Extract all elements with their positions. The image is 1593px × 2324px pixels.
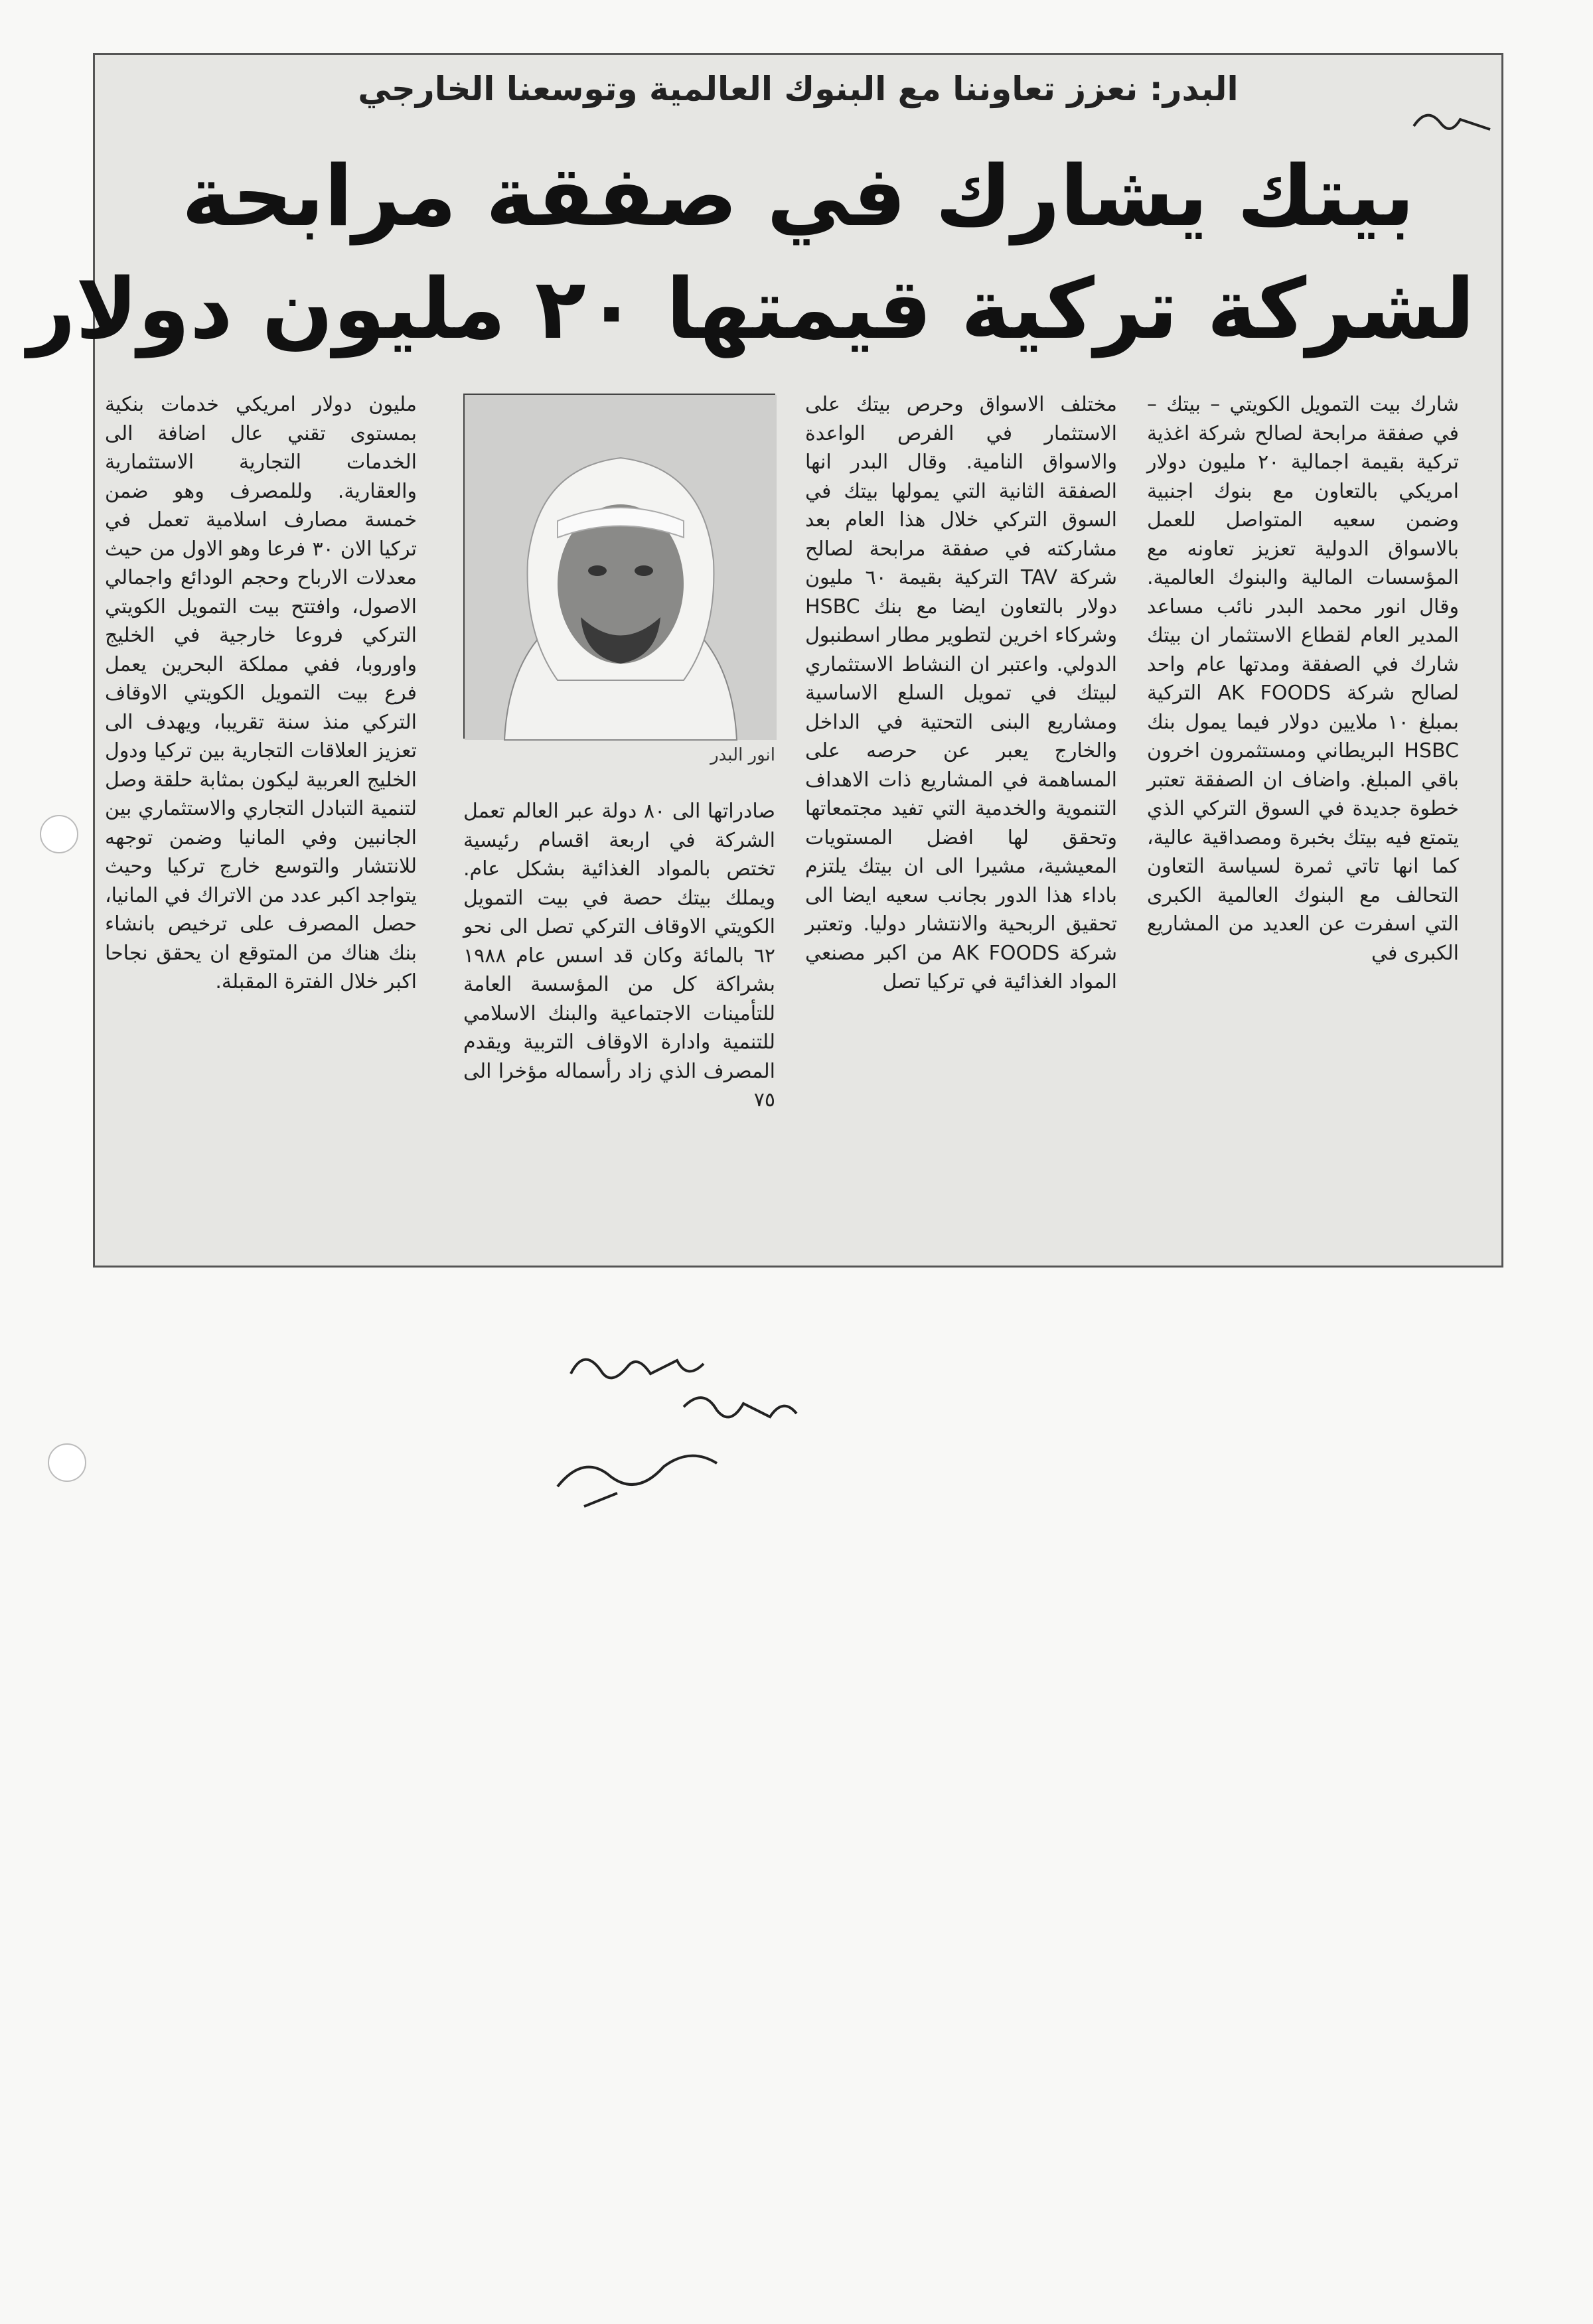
handwritten-annotation [544, 1334, 836, 1533]
punch-hole [48, 1443, 86, 1482]
portrait-photo [463, 394, 775, 739]
newspaper-clipping [27, 53, 1503, 1268]
article-column-2 [805, 390, 1117, 1253]
column-text: مختلف الاسواق وحرص بيتك على الاستثمار في الفرص الواعدة والاسواق النامية. وقال البدر انها الصفقة الثانية التي يمولها بيتك في السوق التركي خلال هذا العام بعد مشاركته في صفقة مرابحة لصالح شركة TAV التركية بقيمة ٦٠ مليون دولار بالتعاون ايضا مع بنك HSBC وشركاء اخرين لتطوير مطار اسطنبول الدولي. واعتبر ان النشاط الاستثماري لبيتك في تمويل السلع الاساسية ومشاريع البنى التحتية في الداخل والخارج يعبر عن حرصه على المساهمة في المشاريع ذات الاهداف التنموية والخدمية التي تفيد مجتمعاتها وتحقق لها افضل المستويات المعيشية، مشيرا الى ان بيتك يلتزم باداء هذا الدور بجانب سعيه ايضا الى تحقيق الربحية والانتشار دوليا. وتعتبر شركة AK FOODS من اكبر مصنعي المواد الغذائية في تركيا تصل [805, 393, 1117, 993]
column-text: مليون دولار امريكي خدمات بنكية بمستوى تقني عال اضافة الى الخدمات التجارية الاستثمارية والعقارية. وللمصرف وهو ضمن خمسة مصارف اسلامية تعمل في تركيا الان ٣٠ فرعا وهو الاول من حيث معدلات الارباح وحجم الودائع واجمالي الاصول، وافتتح بيت التمويل الكويتي التركي فروعا خارجية في الخليج واوروبا، ففي مملكة البحرين يعمل فرع بيت التمويل الكويتي الاوقاف التركي منذ سنة تقريبا، ويهدف الى تعزيز العلاقات التجارية بين تركيا ودول الخليج العربية ليكون بمثابة حلقة وصل لتنمية التبادل التجاري والاستثماري بين الجانبين وفي المانيا وضمن توجهه للانتشار والتوسع خارج تركيا وحيث يتواجد اكبر عدد من الاتراك في المانيا، حصل المصرف على ترخيص بانشاء بنك هناك من المتوقع ان يحقق نجاحا اكبر خلال الفترة المقبلة. [105, 393, 417, 993]
photo-caption: انور البدر [710, 745, 775, 765]
punch-hole [40, 815, 78, 853]
portrait-illustration [465, 395, 777, 740]
article-column-1 [1147, 390, 1459, 1253]
headline-line-1: بيتك يشارك في صفقة مرابحة [181, 147, 1415, 245]
article-kicker: البدر: نعزز تعاوننا مع البنوك العالمية وتوسعنا الخارجي [358, 70, 1239, 108]
article-column-4 [105, 390, 417, 1253]
column-text: صادراتها الى ٨٠ دولة عبر العالم تعمل الشركة في اربعة اقسام رئيسية تختص بالمواد الغذائية بشكل عام. ويملك بيتك حصة في بيت التمويل الكويتي الاوقاف التركي تصل الى نحو ٦٢ بالمائة وكان قد اسس عام ١٩٨٨ بشراكة كل من المؤسسة العامة للتأمينات الاجتماعية والبنك الاسلامي للتنمية وادارة الاوقاف التربية ويقدم المصرف الذي زاد رأسماله مؤخرا الى ٧٥ [463, 800, 775, 1112]
column-text: شارك بيت التمويل الكويتي – بيتك – في صفقة مرابحة لصالح شركة اغذية تركية بقيمة اجمالية ٢٠ مليون دولار امريكي بالتعاون مع بنوك اجنبية وضمن سعيه المتواصل للعمل بالاسواق الدولية تعزيز تعاونه مع المؤسسات المالية والبنوك العالمية. وقال انور محمد البدر نائب مساعد المدير العام لقطاع الاستثمار ان بيتك شارك في الصفقة ومدتها عام واحد لصالح شركة AK FOODS التركية بمبلغ ١٠ ملايين دولار فيما يمول بنك HSBC البريطاني ومستثمرون اخرون باقي المبلغ. واضاف ان الصفقة تعتبر خطوة جديدة في السوق التركي الذي يتمتع فيه بيتك بخبرة ومصداقية عالية، كما انها تاتي ثمرة لسياسة التعاون التحالف مع البنوك العالمية الكبرى التي اسفرت عن العديد من المشاريع الكبرى في [1147, 393, 1459, 965]
headline-line-2: لشركة تركية قيمتها ٢٠ مليون دولار [27, 260, 1475, 358]
article-column-3 [463, 797, 775, 1248]
handwritten-mark [1410, 100, 1503, 146]
